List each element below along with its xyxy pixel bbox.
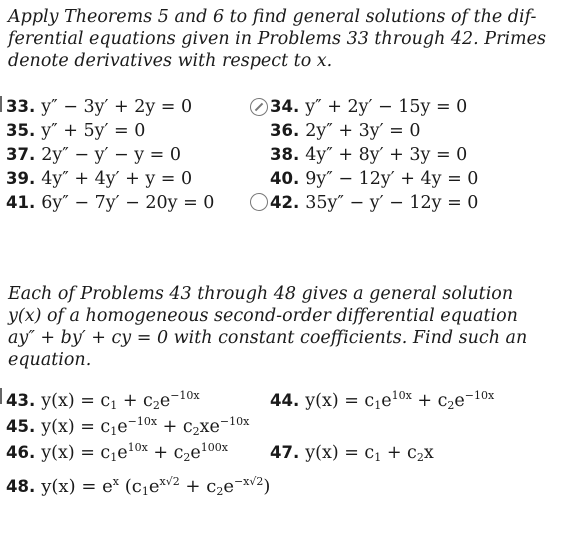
problem-44: 44. $y(x) = c_1e^{10x} + c_2e^{-10x}$ — [270, 389, 495, 412]
instructions-line: Apply Theorems 5 and 6 to find general solutions of the dif- — [8, 7, 537, 27]
problem-41: 41. 6y″ − 7y′ − 20y = 0 — [6, 193, 215, 213]
instructions-43-48 — [8, 283, 558, 371]
instructions-line: equation. — [8, 350, 92, 370]
instructions-line: ferential equations given in Problems 33 through 42. Primes — [8, 29, 546, 49]
problem-34: 34. y″ + 2y′ − 15y = 0 — [270, 97, 468, 117]
problem-40: 40. 9y″ − 12y′ + 4y = 0 — [270, 169, 479, 189]
problem-33: 33. y″ − 3y′ + 2y = 0 — [6, 97, 193, 117]
problem-38: 38. 4y″ + 8y′ + 3y = 0 — [270, 145, 468, 165]
problem-37: 37. 2y″ − y′ − y = 0 — [6, 145, 182, 165]
instructions-33-42 — [8, 6, 558, 72]
problem-46: 46. $y(x) = c_1e^{10x} + c_2e^{100x}$ — [6, 441, 228, 464]
margin-pencil-mark — [0, 96, 2, 112]
problem-43: 43. $y(x) = c_1 + c_2e^{-10x}$ — [6, 389, 200, 412]
problem-39: 39. 4y″ + 4y′ + y = 0 — [6, 169, 193, 189]
instructions-line: y(x) of a homogeneous second-order differential equation — [8, 306, 518, 326]
problem-48: 48. $y(x) = e^x$ $(c_1e^{x√2} + c_2e^{-x√2})$ — [6, 475, 271, 498]
problem-45: 45. $y(x) = c_1e^{-10x} + c_2xe^{-10x}$ — [6, 415, 250, 438]
problem-42: 42. 35y″ − y′ − 12y = 0 — [270, 193, 479, 213]
instructions-line: denote derivatives with respect to x. — [8, 51, 333, 71]
margin-pencil-mark — [0, 388, 2, 404]
instructions-line: ay″ + by′ + cy = 0 with constant coefficients. Find such an — [8, 328, 528, 348]
instructions-line: Each of Problems 43 through 48 gives a general solution — [8, 284, 514, 304]
problem-36: 36. 2y″ + 3y′ = 0 — [270, 121, 421, 141]
pencil-circle-mark — [250, 193, 268, 211]
problem-47: 47. $y(x) = c_1 + c_2x$ — [270, 443, 434, 464]
problem-35: 35. y″ + 5y′ = 0 — [6, 121, 146, 141]
